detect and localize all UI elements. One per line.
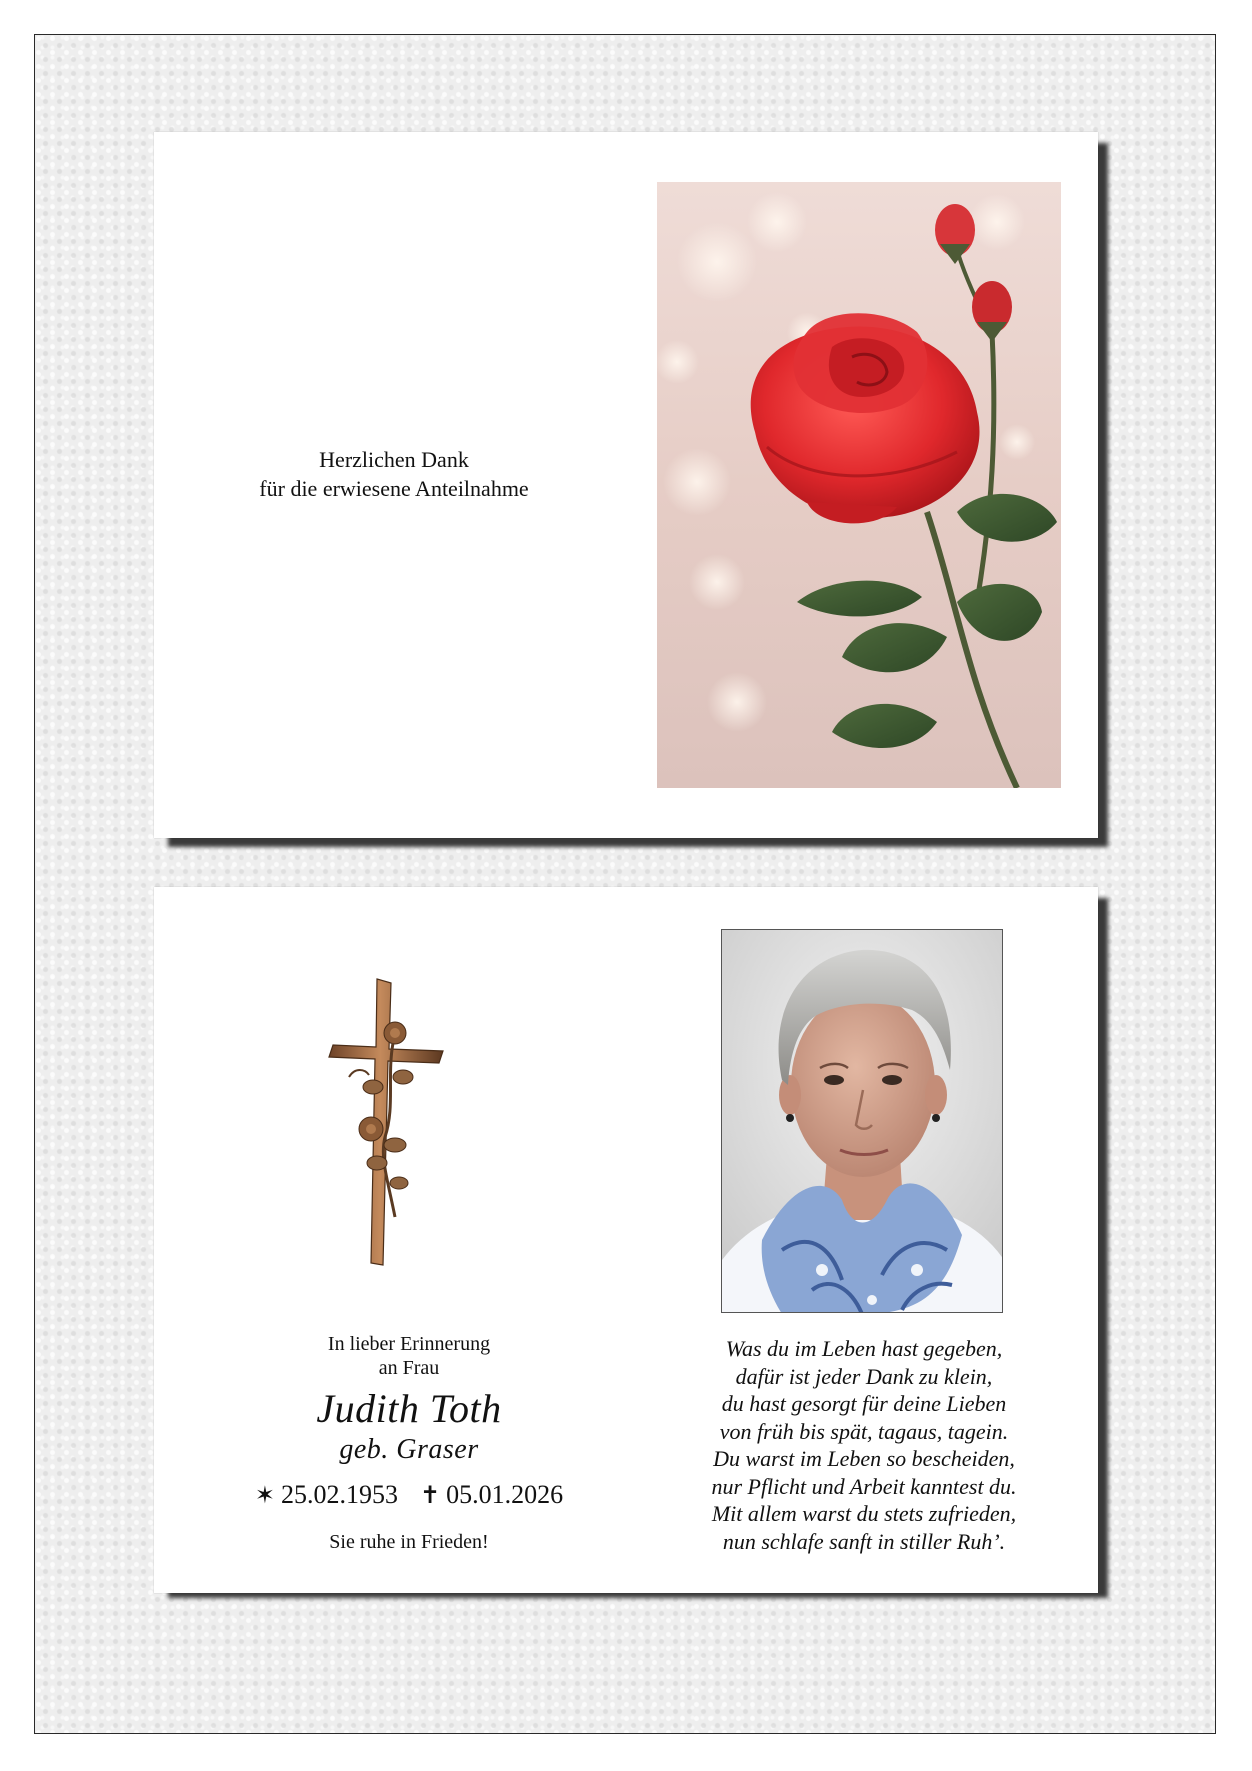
poem-line: nun schlafe sanft in stiller Ruh’. (722, 1528, 1006, 1554)
birth-date: 25.02.1953 (281, 1480, 398, 1509)
intro-line-1: In lieber Erinnerung (327, 1333, 491, 1355)
death-date: 05.01.2026 (446, 1480, 564, 1509)
memorial-text (224, 1332, 594, 1555)
poem-line: Du warst im Leben so bescheiden, (713, 1446, 1015, 1471)
death-cross-icon: ✝ (420, 1483, 441, 1509)
rose-photo (657, 182, 1061, 788)
poem-line: Was du im Leben hast gegeben, (725, 1336, 1003, 1361)
inside-card (154, 887, 1098, 1593)
life-dates (224, 1478, 594, 1513)
poem (644, 1335, 1084, 1555)
closing-line: Sie ruhe in Frieden! (329, 1531, 489, 1553)
thanks-line-1: Herzlichen Dank (319, 447, 469, 472)
poem-line: Mit allem warst du stets zufrieden, (711, 1501, 1017, 1526)
birth-star-icon: ✶ (254, 1483, 275, 1509)
poem-line: nur Pflicht und Arbeit kanntest du. (711, 1473, 1017, 1499)
deceased-name: Judith Toth (316, 1386, 502, 1431)
intro-line-2: an Frau (378, 1357, 440, 1379)
maiden-name: geb. Graser (339, 1434, 479, 1465)
poem-line: du hast gesorgt für deine Lieben (721, 1391, 1007, 1416)
thanks-line-2: für die erwiesene Anteilnahme (259, 476, 529, 501)
bronze-cross (325, 977, 445, 1269)
poem-line: von früh bis spät, tagaus, tagein. (719, 1418, 1009, 1444)
portrait-photo (721, 929, 1003, 1313)
front-card (154, 132, 1098, 838)
poem-line: dafür ist jeder Dank zu klein, (735, 1363, 993, 1389)
thanks-text (154, 445, 634, 503)
